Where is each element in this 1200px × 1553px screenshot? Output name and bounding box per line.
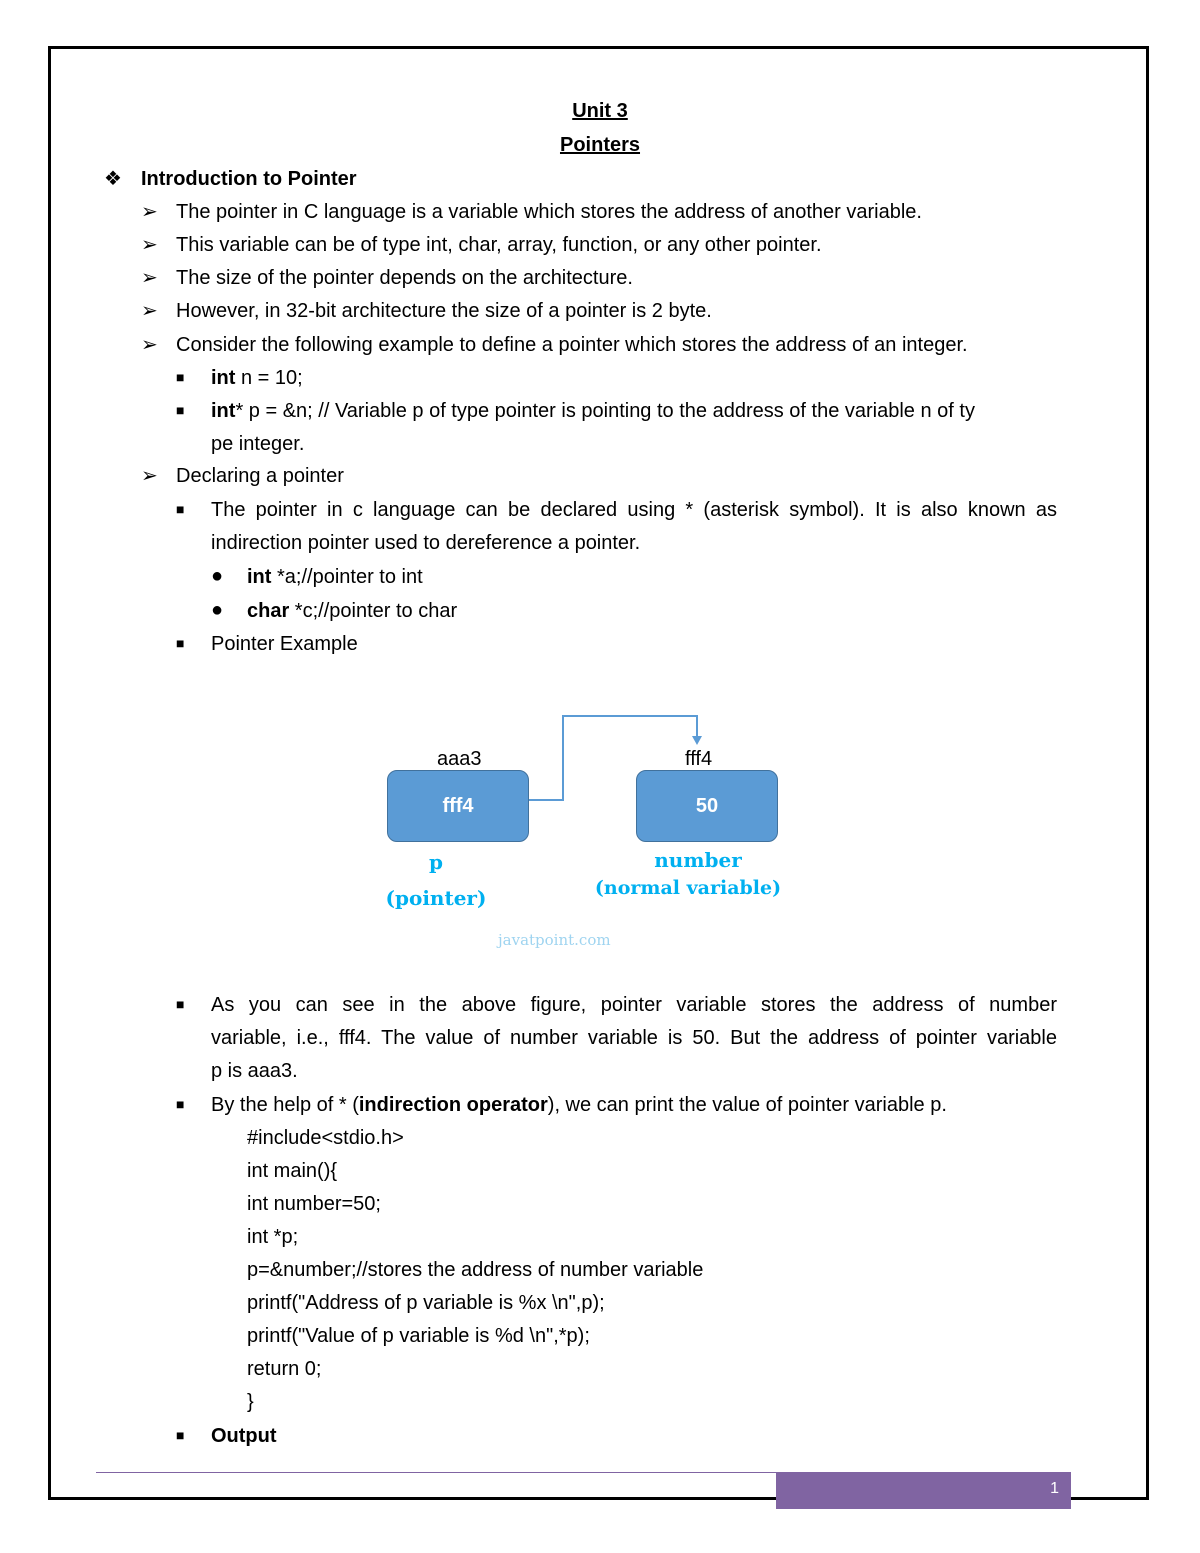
dot-bullet-icon: ● bbox=[211, 599, 224, 621]
page-number: 1 bbox=[1050, 1480, 1059, 1497]
intro-point: The pointer in C language is a variable which stores the address of another variable. bbox=[176, 201, 922, 223]
square-bullet-icon: ■ bbox=[176, 996, 185, 1012]
arrow-bullet-icon: ➢ bbox=[141, 234, 158, 256]
pointer-caption-sub: (pointer) bbox=[385, 886, 487, 910]
footer-bar bbox=[776, 1506, 1071, 1509]
help-text: By the help of * ( bbox=[211, 1094, 359, 1116]
square-bullet-icon: ■ bbox=[176, 369, 185, 385]
code-line: p=&number;//stores the address of number variable bbox=[247, 1259, 704, 1281]
arrow-bullet-icon: ➢ bbox=[141, 300, 158, 322]
code-line: return 0; bbox=[247, 1358, 322, 1380]
code-line: int number=50; bbox=[247, 1193, 381, 1215]
declaring-desc-cont: indirection pointer used to dereference a pointer. bbox=[211, 532, 641, 554]
intro-point: This variable can be of type int, char, array, function, or any other pointer. bbox=[176, 234, 822, 256]
keyword: char bbox=[247, 600, 290, 622]
number-caption: number bbox=[654, 848, 742, 872]
page-title: Pointers bbox=[559, 134, 641, 156]
help-text: ), we can print the value of pointer variable p. bbox=[547, 1094, 947, 1116]
pointer-box: fff4 bbox=[387, 770, 529, 842]
example-text: * p = &n; // Variable p of type pointer is pointing to the address of the variable n of ty bbox=[235, 400, 975, 422]
square-bullet-icon: ■ bbox=[176, 501, 185, 517]
square-bullet-icon: ■ bbox=[176, 1427, 185, 1443]
explanation-line: variable, i.e., fff4. The value of number variable is 50. But the address of pointer variable bbox=[211, 1027, 1057, 1049]
explanation-line: p is aaa3. bbox=[211, 1060, 298, 1082]
intro-point: Consider the following example to define a pointer which stores the address of an integer. bbox=[176, 334, 968, 356]
unit-title: Unit 3 bbox=[572, 100, 628, 122]
declaring-title: Declaring a pointer bbox=[176, 465, 344, 487]
code-line: #include<stdio.h> bbox=[247, 1127, 404, 1149]
arrow-head bbox=[692, 736, 702, 745]
square-bullet-icon: ■ bbox=[176, 1096, 185, 1112]
code-line: } bbox=[247, 1391, 254, 1413]
pointer-address: aaa3 bbox=[437, 748, 482, 770]
pointer-example-title: Pointer Example bbox=[211, 633, 358, 655]
code-line: printf("Value of p variable is %d \n",*p); bbox=[247, 1325, 590, 1347]
output-label: Output bbox=[211, 1425, 277, 1447]
intro-point: The size of the pointer depends on the architecture. bbox=[176, 267, 633, 289]
square-bullet-icon: ■ bbox=[176, 635, 185, 651]
number-address: fff4 bbox=[685, 748, 713, 770]
code-line: int *p; bbox=[247, 1226, 299, 1248]
keyword: int bbox=[211, 400, 236, 422]
number-caption-sub: (normal variable) bbox=[594, 877, 782, 899]
page-number-box bbox=[776, 1472, 1071, 1506]
declaring-desc: The pointer in c language can be declared using * (asterisk symbol). It is also known as bbox=[211, 499, 1057, 521]
keyword: int bbox=[247, 566, 272, 588]
intro-point: However, in 32-bit architecture the size of a pointer is 2 byte. bbox=[176, 300, 712, 322]
dot-bullet-icon: ● bbox=[211, 565, 224, 587]
arrow-bullet-icon: ➢ bbox=[141, 267, 158, 289]
number-box: 50 bbox=[636, 770, 778, 842]
example-text: n = 10; bbox=[235, 367, 303, 389]
keyword: int bbox=[211, 367, 236, 389]
example-line-2-cont: pe integer. bbox=[211, 433, 305, 455]
arrow-bullet-icon: ➢ bbox=[141, 465, 158, 487]
footer-divider bbox=[96, 1472, 776, 1473]
square-bullet-icon: ■ bbox=[176, 402, 185, 418]
code-line: printf("Address of p variable is %x \n",p); bbox=[247, 1292, 605, 1314]
watermark: javatpoint.com bbox=[498, 931, 611, 949]
decl-text: *a;//pointer to int bbox=[271, 566, 423, 588]
section-title: Introduction to Pointer bbox=[141, 168, 357, 190]
help-line bbox=[211, 1093, 947, 1117]
explanation-line: As you can see in the above figure, pointer variable stores the address of number bbox=[211, 994, 1057, 1016]
code-line: int main(){ bbox=[247, 1160, 338, 1182]
decl-text: *c;//pointer to char bbox=[289, 600, 458, 622]
help-bold: indirection operator bbox=[358, 1094, 548, 1116]
diamond-bullet-icon: ❖ bbox=[104, 168, 122, 190]
pointer-caption: p bbox=[429, 850, 443, 874]
arrow-bullet-icon: ➢ bbox=[141, 201, 158, 223]
arrow-bullet-icon: ➢ bbox=[141, 334, 158, 356]
